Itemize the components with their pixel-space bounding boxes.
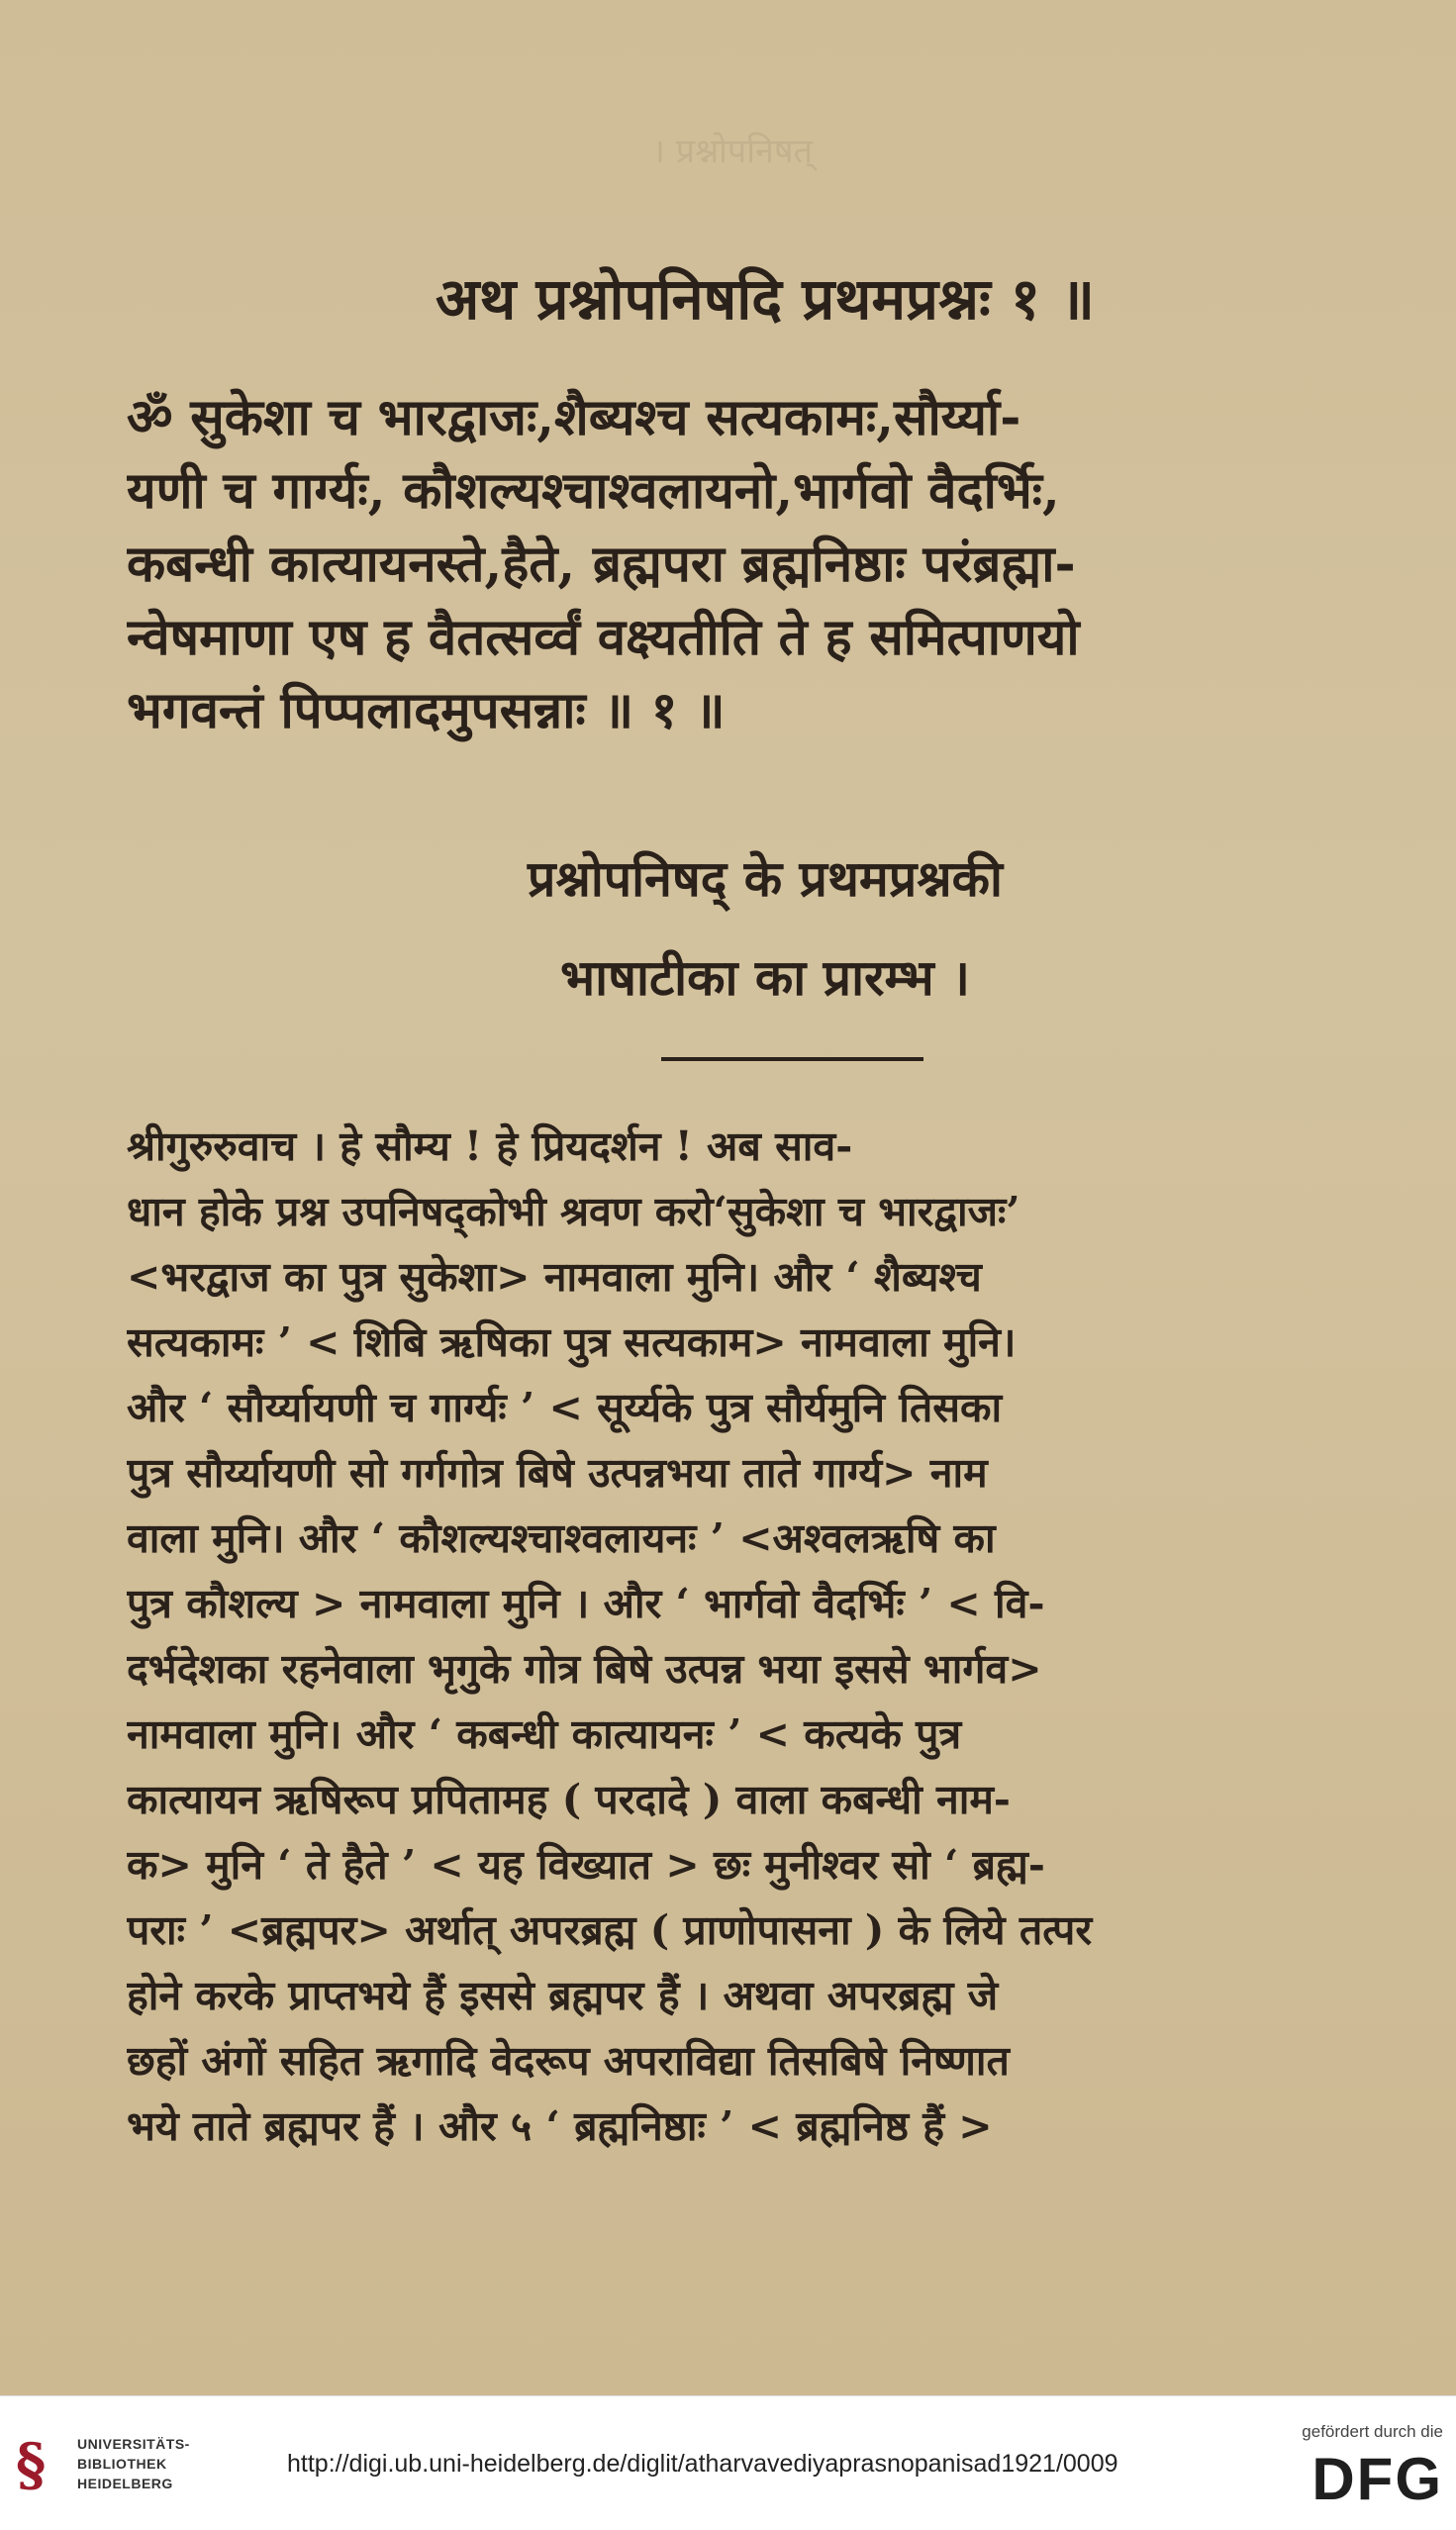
commentary-heading-line-2: भाषाटीका का प्रारम्भ । — [560, 948, 970, 1007]
commentary-line: दर्भदेशका रहनेवाला भृगुके गोत्र बिषे उत्पन्न भया इससे भार्गव> — [127, 1645, 1042, 1693]
permalink-url[interactable]: http://digi.ub.uni-heidelberg.de/diglit/atharvavediyaprasnopanisad1921/0009 — [287, 2450, 1118, 2478]
commentary-line: पराः ’ <ब्रह्मपर> अर्थात् अपरब्रह्म ( प्राणोपासना ) के लिये तत्पर — [127, 1906, 1093, 1954]
running-header: । प्रश्नोपनिषत् — [652, 132, 813, 171]
commentary-line: वाला मुनि। और ‘ कौशल्यश्चाश्वलायनः ’ <अश्वलऋषि का — [127, 1514, 996, 1562]
library-logo[interactable] — [16, 2428, 190, 2507]
verse-line: ॐ सुकेशा च भारद्वाजः,शैब्यश्च सत्यकामः,सौर्य्या- — [127, 388, 1021, 447]
commentary-line: छहों अंगों सहित ऋगादि वेदरूप अपराविद्या तिसबिषे निष्णात — [127, 2037, 1010, 2085]
chapter-title: अथ प्रश्नोपनिषदि प्रथमप्रश्नः १ ॥ — [435, 265, 1096, 333]
dfg-credit[interactable] — [1245, 2422, 1443, 2521]
commentary-line: कात्यायन ऋषिरूप प्रपितामह ( परदादे ) वाला कबन्धी नाम- — [127, 1776, 1011, 1823]
funded-by-text: gefördert durch die — [1302, 2422, 1443, 2441]
verse-line: न्वेषमाणा एष ह वैतत्सर्व्वं वक्ष्यतीति ते ह समित्पाणयो — [127, 608, 1080, 667]
commentary-line: होने करके प्राप्तभये हैं इससे ब्रह्मपर हैं । अथवा अपरब्रह्म जे — [127, 1972, 999, 2019]
verse-line: यणी च गार्ग्यः, कौशल्यश्चाश्वलायनो,भार्गवो वैदर्भिः, — [127, 461, 1060, 521]
commentary-line: पुत्र सौर्य्यायणी सो गर्गगोत्र बिषे उत्पन्नभया ताते गार्ग्य> नाम — [127, 1449, 988, 1497]
commentary-line: धान होके प्रश्न उपनिषद्कोभी श्रवण करो‘सुकेशा च भारद्वाजः’ — [127, 1188, 1020, 1235]
commentary-line: नामवाला मुनि। और ‘ कबन्धी कात्यायनः ’ < कत्यके पुत्र — [127, 1710, 962, 1758]
commentary-line: भये ताते ब्रह्मपर हैं । और ५ ‘ ब्रह्मनिष्ठाः ’ < ब्रह्मनिष्ठ हैं > — [127, 2102, 993, 2150]
dfg-logo: DFG — [1311, 2446, 1443, 2512]
commentary-line: श्रीगुरुरुवाच । हे सौम्य ! हे प्रियदर्शन ! अब साव- — [127, 1122, 853, 1170]
verse-block — [127, 381, 1404, 747]
verse-line: कबन्धी कात्यायनस्ते,हैते, ब्रह्मपरा ब्रह्मनिष्ठाः परंब्रह्मा- — [127, 535, 1076, 594]
viewer-footer — [0, 2395, 1456, 2530]
divider-rule — [661, 1057, 923, 1061]
seal-icon: § — [16, 2431, 47, 2498]
commentary-line: पुत्र कौशल्य > नामवाला मुनि । और ‘ भार्गवो वैदर्भिः ’ < वि- — [127, 1580, 1045, 1627]
commentary-heading-line-1: प्रश्नोपनिषद् के प्रथमप्रश्नकी — [528, 849, 1003, 908]
commentary-line: क> मुनि ‘ ते हैते ’ < यह विख्यात > छः मुनीश्वर सो ‘ ब्रह्म- — [127, 1841, 1045, 1889]
verse-line: भगवन्तं पिप्पलादमुपसन्नाः ॥ १ ॥ — [127, 681, 726, 740]
library-name: UNIVERSITÄTS- BIBLIOTHEK HEIDELBERG — [77, 2436, 190, 2491]
commentary-line: और ‘ सौर्य्यायणी च गार्ग्यः ’ < सूर्य्यके पुत्र सौर्यमुनि तिसका — [127, 1384, 1003, 1431]
commentary-line: <भरद्वाज का पुत्र सुकेशा> नामवाला मुनि। और ‘ शैब्यश्च — [127, 1253, 982, 1301]
commentary-block — [127, 1114, 1404, 2159]
commentary-line: सत्यकामः ’ < शिबि ऋषिका पुत्र सत्यकाम> नामवाला मुनि। — [127, 1318, 1017, 1366]
